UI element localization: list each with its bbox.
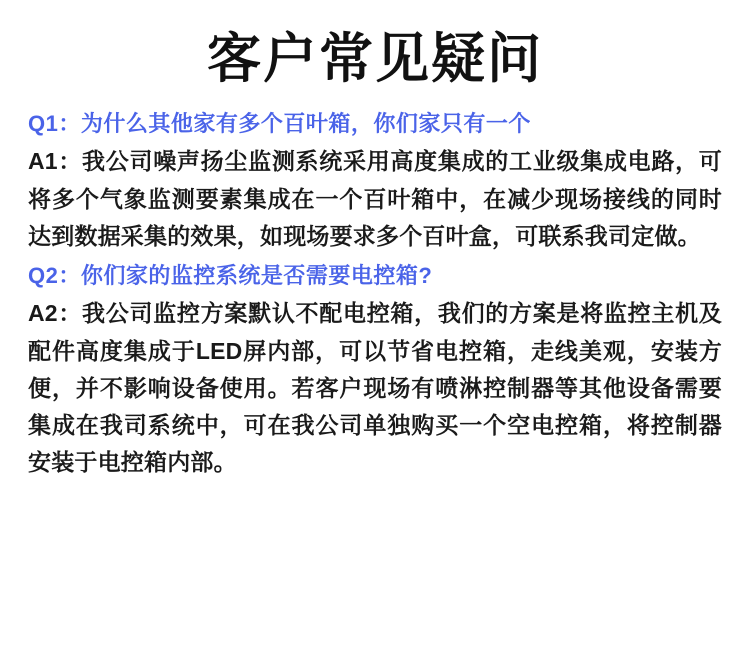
faq-question-2: Q2：你们家的监控系统是否需要电控箱? [28, 263, 433, 289]
faq-item-2 [28, 259, 722, 481]
faq-item-1 [28, 107, 722, 255]
faq-page [0, 30, 750, 660]
faq-answer-1: A1：我公司噪声扬尘监测系统采用高度集成的工业级集成电路，可将多个气象监测要素集成在一个百叶箱中，在减少现场接线的同时达到数据采集的效果，如现场要求多个百叶盒，可联系我司定做。 [28, 148, 722, 249]
faq-question-1: Q1：为什么其他家有多个百叶箱，你们家只有一个 [28, 111, 531, 137]
page-title: 客户常见疑问 [207, 29, 543, 89]
faq-answer-2: A2：我公司监控方案默认不配电控箱，我们的方案是将监控主机及配件高度集成于LED屏内部，可以节省电控箱，走线美观，安装方便，并不影响设备使用。若客户现场有喷淋控制器等其他设备需要集成在我司系统中，可在我公司单独购买一个空电控箱，将控制器安装于电控箱内部。 [28, 300, 722, 476]
